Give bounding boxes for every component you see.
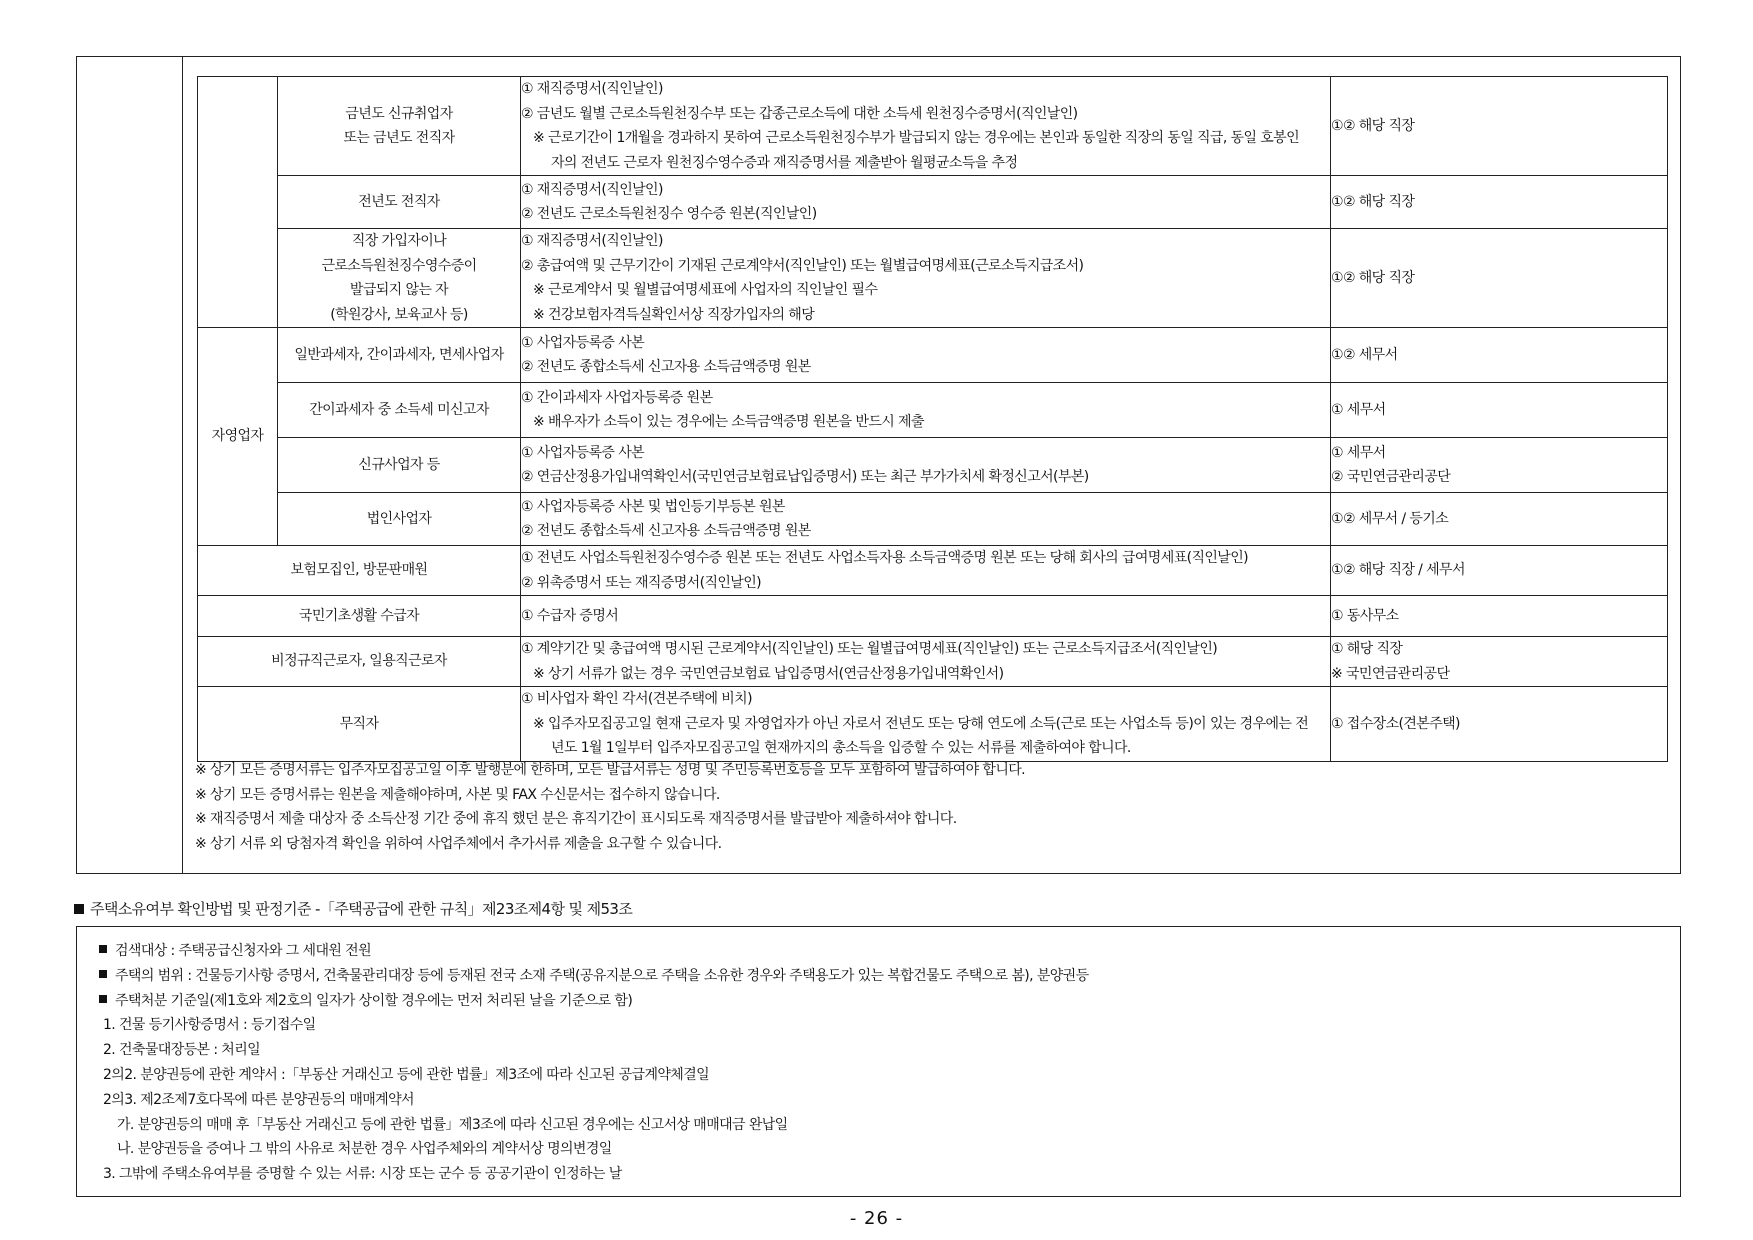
category-cell: 국민기초생활 수급자 [198, 596, 521, 637]
table-row [198, 383, 1668, 438]
criteria-item: 2의3. 제2조제7호다목에 따른 분양권등의 매매계약서 [103, 1091, 414, 1108]
documents-cell: ① 전년도 사업소득원천징수영수증 원본 또는 전년도 사업소득자용 소득금액증명 원본 또는 당해 회사의 급여명세표(직인날인) ② 위촉증명서 또는 재직증명서(직인날인) [521, 546, 1331, 596]
issuer-cell: ①② 세무서 [1331, 328, 1668, 383]
table-row [198, 687, 1668, 762]
issuer-cell: ①② 세무서 / 등기소 [1331, 493, 1668, 546]
square-bullet-icon [99, 945, 107, 953]
note-line: ※ 상기 모든 증명서류는 입주자모집공고일 이후 발행분에 한하며, 모든 발급서류는 성명 및 주민등록번호등을 모두 포함하여 발급하여야 합니다. [195, 762, 1026, 778]
category-cell: 비정규직근로자, 일용직근로자 [198, 637, 521, 687]
criteria-item: 3. 그밖에 주택소유여부를 증명할 수 있는 서류: 시장 또는 군수 등 공공기관이 인정하는 날 [103, 1166, 622, 1183]
documents-cell: ① 수급자 증명서 [521, 596, 1331, 637]
frame-divider [182, 57, 183, 873]
issuer-cell: ① 해당 직장 ※ 국민연금관리공단 [1331, 637, 1668, 687]
category-cell: 자영업자 [198, 328, 278, 546]
issuer-cell: ① 세무서 ② 국민연금관리공단 [1331, 438, 1668, 493]
issuer-cell: ① 세무서 [1331, 383, 1668, 438]
criteria-subitem: 가. 분양권등의 매매 후「부동산 거래신고 등에 관한 법률」제3조에 따라 신고된 경우에는 신고서상 매매대금 완납일 [117, 1116, 788, 1133]
table-row [198, 438, 1668, 493]
table-row [198, 229, 1668, 328]
issuer-cell: ①② 해당 직장 [1331, 77, 1668, 176]
criteria-subitem: 나. 분양권등을 증여나 그 밖의 사유로 처분한 경우 사업주체와의 계약서상 명의변경일 [117, 1141, 612, 1158]
documents-cell: ① 계약기간 및 총급여액 명시된 근로계약서(직인날인) 또는 월별급여명세표(직인날인) 또는 근로소득지급조서(직인날인) ※ 상기 서류가 없는 경우 국민연금보험료 납입증명서(연금산정용가입내역확인서) [521, 637, 1331, 687]
documents-frame [76, 56, 1681, 874]
subcategory-cell: 신규사업자 등 [278, 438, 521, 493]
note-line: ※ 상기 서류 외 당첨자격 확인을 위하여 사업주체에서 추가서류 제출을 요구할 수 있습니다. [195, 835, 722, 852]
subcategory-cell: 전년도 전직자 [278, 176, 521, 229]
square-bullet-icon [74, 904, 84, 914]
category-cell: 무직자 [198, 687, 521, 762]
table-row [198, 493, 1668, 546]
bullet-line: 주택의 범위 : 건물등기사항 증명서, 건축물관리대장 등에 등재된 전국 소재 주택(공유지분으로 주택을 소유한 경우와 주택용도가 있는 복합건물도 주택으로 봄), 분양권등 [91, 964, 1680, 989]
issuer-cell: ①② 해당 직장 [1331, 176, 1668, 229]
documents-cell: ① 재직증명서(직인날인) ② 총급여액 및 근무기간이 기재된 근로계약서(직인날인) 또는 월별급여명세표(근로소득지급조서) ※ 근로계약서 및 월별급여명세표에 사업자의 직인날인 필수 ※ 건강보험자격득실확인서상 직장가입자의 해당 [521, 229, 1331, 328]
section-heading [74, 898, 632, 919]
subcategory-cell: 금년도 신규취업자 또는 금년도 전직자 [278, 77, 521, 176]
documents-cell: ① 사업자등록증 사본 ② 전년도 종합소득세 신고자용 소득금액증명 원본 [521, 328, 1331, 383]
criteria-item: 2. 건축물대장등본 : 처리일 [103, 1042, 261, 1059]
note-line: ※ 상기 모든 증명서류는 원본을 제출해야하며, 사본 및 FAX 수신문서는 접수하지 않습니다. [195, 786, 720, 803]
table-row [198, 77, 1668, 176]
criteria-item: 1. 건물 등기사항증명서 : 등기접수일 [103, 1017, 316, 1034]
table-row [198, 546, 1668, 596]
note-line: ※ 재직증명서 제출 대상자 중 소득산정 기간 중에 휴직 했던 분은 휴직기간이 표시되도록 재직증명서를 발급받아 제출하셔야 합니다. [195, 811, 957, 827]
issuer-cell: ① 접수장소(견본주택) [1331, 687, 1668, 762]
square-bullet-icon [99, 995, 107, 1003]
bullet-line: 검색대상 : 주택공급신청자와 그 세대원 전원 [91, 939, 1680, 964]
documents-cell: ① 재직증명서(직인날인) ② 전년도 근로소득원천징수 영수증 원본(직인날인) [521, 176, 1331, 229]
page-number: - 26 - [849, 1208, 904, 1229]
documents-cell: ① 비사업자 확인 각서(견본주택에 비치) ※ 입주자모집공고일 현재 근로자 및 자영업자가 아닌 자로서 전년도 또는 당해 연도에 소득(근로 또는 사업소득 등)이 있는 경우에는 전 년도 1월 1일부터 입주자모집공고일 현재까지의 총소득을 입증할 수 있는 서류를 제출하여야 합니다. [521, 687, 1331, 762]
issuer-cell: ①② 해당 직장 / 세무서 [1331, 546, 1668, 596]
issuer-cell: ①② 해당 직장 [1331, 229, 1668, 328]
subcategory-cell: 간이과세자 중 소득세 미신고자 [278, 383, 521, 438]
documents-cell: ① 재직증명서(직인날인) ② 금년도 월별 근로소득원천징수부 또는 갑종근로소득에 대한 소득세 원천징수증명서(직인날인) ※ 근로기간이 1개월을 경과하지 못하여 근로소득원천징수부가 발급되지 않는 경우에는 본인과 동일한 직장의 동일 직급, 동일 호봉인 자의 전년도 근로자 원천징수영수증과 재직증명서를 제출받아 월평균소득을 추정 [521, 77, 1331, 176]
category-cell: 보험모집인, 방문판매원 [198, 546, 521, 596]
table-row [198, 328, 1668, 383]
square-bullet-icon [99, 970, 107, 978]
subcategory-cell: 법인사업자 [278, 493, 521, 546]
subcategory-cell: 일반과세자, 간이과세자, 면세사업자 [278, 328, 521, 383]
required-documents-table [197, 76, 1668, 762]
category-cell [198, 77, 278, 328]
table-row [198, 637, 1668, 687]
criteria-item: 2의2. 분양권등에 관한 계약서 :「부동산 거래신고 등에 관한 법률」제3조에 따라 신고된 공급계약체결일 [103, 1066, 710, 1083]
documents-cell: ① 사업자등록증 사본 및 법인등기부등본 원본 ② 전년도 종합소득세 신고자용 소득금액증명 원본 [521, 493, 1331, 546]
table-row [198, 176, 1668, 229]
ownership-criteria-box [76, 926, 1681, 1197]
documents-cell: ① 사업자등록증 사본 ② 연금산정용가입내역확인서(국민연금보험료납입증명서) 또는 최근 부가가치세 확정신고서(부본) [521, 438, 1331, 493]
table-notes [195, 758, 1655, 856]
issuer-cell: ① 동사무소 [1331, 596, 1668, 637]
documents-cell: ① 간이과세자 사업자등록증 원본 ※ 배우자가 소득이 있는 경우에는 소득금액증명 원본을 반드시 제출 [521, 383, 1331, 438]
section-heading-text: 주택소유여부 확인방법 및 판정기준 -「주택공급에 관한 규칙」제23조제4항 및 제53조 [90, 900, 633, 918]
subcategory-cell: 직장 가입자이나 근로소득원천징수영수증이 발급되지 않는 자 (학원강사, 보육교사 등) [278, 229, 521, 328]
table-row [198, 596, 1668, 637]
bullet-line: 주택처분 기준일(제1호와 제2호의 일자가 상이할 경우에는 먼저 처리된 날을 기준으로 함) [91, 989, 1680, 1014]
